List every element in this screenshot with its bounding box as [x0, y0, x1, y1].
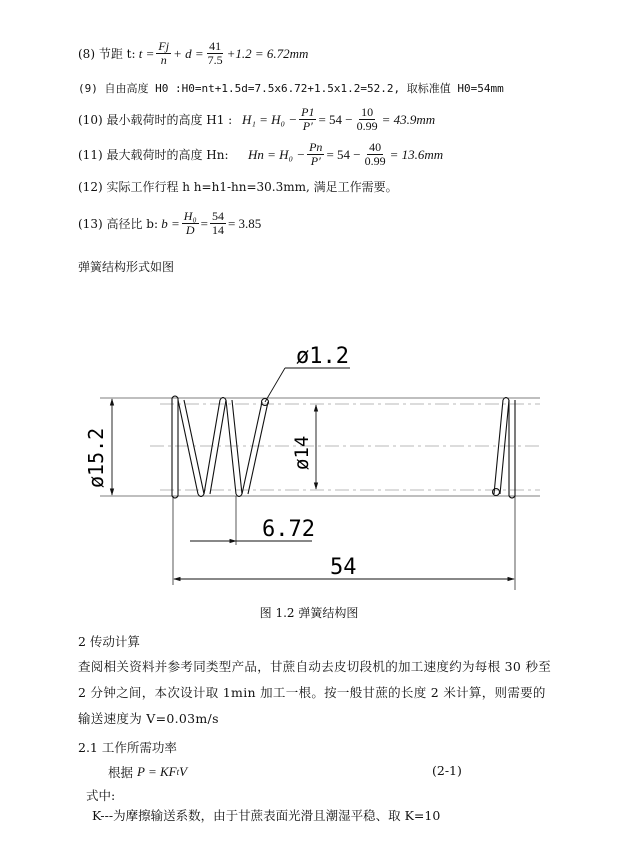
wire-leader: [265, 368, 285, 402]
ratio-lhs: b =: [161, 215, 180, 231]
where-label: 式中:: [86, 788, 116, 803]
outer-dim-label: ø15.2: [84, 427, 108, 488]
min-load-frac1-den: P′: [302, 119, 313, 133]
max-load-height-line: [78, 141, 443, 168]
formula-main: P = KF: [137, 764, 177, 779]
length-dim-label: 54: [330, 555, 357, 580]
min-load-frac2-den: 0.99: [356, 119, 378, 133]
min-load-height-line: [78, 106, 435, 133]
ratio-line: [78, 210, 261, 237]
formula-sub: t: [176, 767, 180, 777]
spring-drawing: [0, 300, 618, 640]
min-load-lhs: H₁ = H₀ −: [241, 111, 298, 127]
pitch-frac2-num: 41: [209, 39, 222, 53]
pitch-dim-label: 6.72: [262, 517, 315, 542]
pitch-result: +1.2 = 6.72mm: [226, 45, 309, 61]
min-load-formula: [232, 106, 435, 133]
ratio-label: (13) 高径比 b:: [78, 217, 158, 231]
spring-right-coils: [493, 398, 516, 499]
min-load-frac2-num: 10: [361, 105, 374, 119]
max-load-frac1-den: P′: [310, 154, 321, 168]
section-2-heading: 2 传动计算: [78, 634, 140, 649]
min-load-result: = 43.9mm: [381, 111, 436, 127]
pitch-plus-d: + d =: [173, 45, 204, 61]
spring-left-coils: [172, 396, 269, 498]
ratio-result: = 3.85: [227, 215, 262, 231]
max-load-frac2-den: 0.99: [364, 154, 386, 168]
basis-label: 根据: [108, 765, 134, 780]
eq-number: (2-1): [432, 763, 462, 778]
formula-tail: V: [179, 764, 188, 779]
pitch-label: (8) 节距 t:: [78, 47, 136, 61]
pitch-frac2-den: 7.5: [207, 53, 223, 67]
figure-caption: 图 1.2 弹簧结构图: [259, 606, 359, 620]
k-description: K---为摩擦输送系数，由于甘蔗表面光滑且潮湿平稳、取 K=10: [92, 808, 441, 823]
ratio-mid: =: [200, 215, 208, 231]
max-load-lhs: Hn = H₀ −: [248, 146, 306, 162]
min-load-frac1-num: P1: [301, 105, 315, 119]
wire-dim-label: ø1.2: [296, 344, 349, 369]
pitch-formula: [136, 40, 309, 67]
pitch-line: [78, 40, 308, 67]
power-formula: [137, 764, 187, 780]
max-load-formula: [229, 141, 444, 168]
inner-dim-label: ø14: [291, 435, 313, 470]
pitch-lhs: t =: [138, 45, 155, 61]
ratio-frac2-num: 54: [211, 209, 224, 223]
min-load-mid: = 54 −: [318, 111, 353, 127]
formula-line: [108, 763, 187, 781]
section-2-1-heading: 2.1 工作所需功率: [78, 740, 177, 755]
pitch-frac1-den: n: [160, 53, 167, 67]
max-load-label: (11) 最大载荷时的高度 Hn:: [78, 148, 229, 162]
max-load-frac1-num: Pn: [309, 140, 323, 154]
min-load-label: (10) 最小载荷时的高度 H1 :: [78, 113, 233, 127]
ratio-frac1-num: H₀: [183, 209, 197, 223]
stroke-line: (12) 实际工作行程 h h=h1-hn=30.3mm, 满足工作需要。: [78, 180, 398, 194]
section-2-paragraph: 查阅相关资料并参考同类型产品，甘蔗自动去皮切段机的加工速度约为每根 30 秒至 2 分钟之间，本次设计取 1min 加工一根。按一般甘蔗的长度 2 米计算，则需要的输送速度为 V=0.03m/s: [78, 659, 552, 726]
max-load-mid: = 54 −: [326, 146, 361, 162]
max-load-result: = 13.6mm: [389, 146, 444, 162]
max-load-frac2-num: 40: [369, 140, 382, 154]
free-height-line: (9) 自由高度 H0 :H0=nt+1.5d=7.5x6.72+1.5x1.2=52.2, 取标准值 H0=54mm: [78, 82, 504, 95]
ratio-frac1-den: D: [185, 223, 195, 237]
ratio-formula: [158, 210, 261, 237]
pitch-frac1-num: Fj: [158, 39, 170, 53]
structure-note: 弹簧结构形式如图: [78, 260, 175, 274]
ratio-frac2-den: 14: [211, 223, 224, 237]
